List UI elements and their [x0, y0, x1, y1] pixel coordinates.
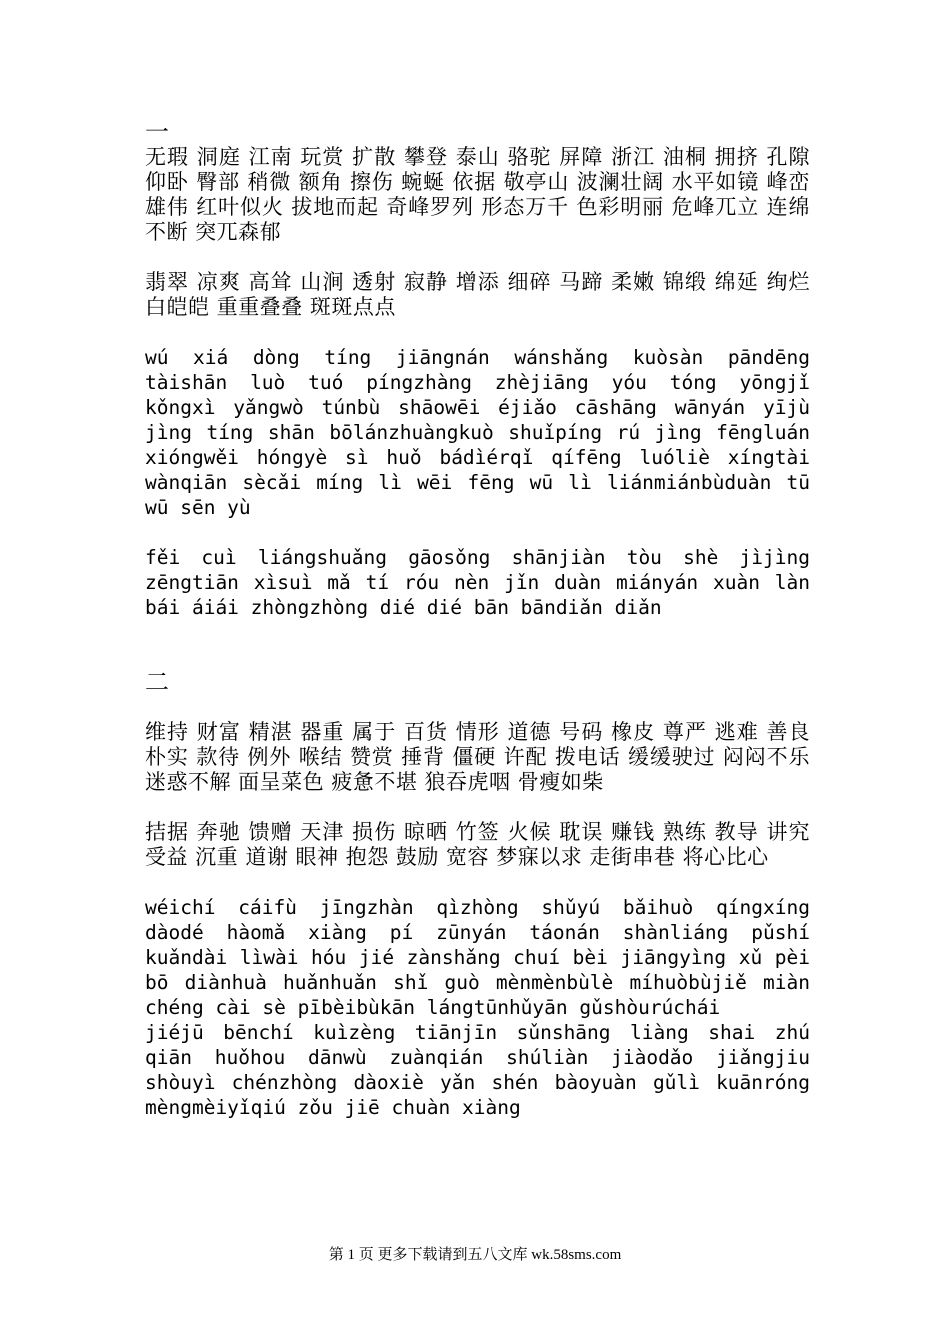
- section-1-word-list-2: 翡翠 凉爽 高耸 山涧 透射 寂静 增添 细碎 马蹄 柔嫩 锦缎 绵延 绚烂 白皑皑 重重叠叠 斑斑点点: [145, 270, 810, 319]
- section-2-pinyin-list: wéichí cáifù jīngzhàn qìzhòng shǔyú bǎihuò qíngxíng dàodé hàomǎ xiàng pí zūnyán táonán shànliáng pǔshí kuǎndài lìwài hóu jié zànshǎng chuí bèi jiāngyìng xǔ pèi bō diànhuà huǎnhuǎn shǐ guò mènmènbùlè míhuòbùjiě miàn chéng cài sè pībèibùkān lángtūnhǔyān gǔshòurúchái: [145, 896, 810, 1019]
- section-1-heading: 一: [145, 118, 169, 146]
- page-footer: 第 1 页 更多下载请到五八文库 wk.58sms.com: [328, 1247, 622, 1263]
- section-2-word-list: 维持 财富 精湛 器重 属于 百货 情形 道德 号码 橡皮 尊严 逃难 善良 朴实 款待 例外 喉结 赞赏 捶背 僵硬 许配 拨电话 缓缓驶过 闷闷不乐 迷惑不解 面呈菜色 疲惫不堪 狼吞虎咽 骨瘦如柴: [145, 720, 810, 794]
- section-2-word-list-2: 拮据 奔驰 馈赠 天津 损伤 晾晒 竹签 火候 耽误 赚钱 熟练 教导 讲究 受益 沉重 道谢 眼神 抱怨 鼓励 宽容 梦寐以求 走街串巷 将心比心: [145, 820, 810, 869]
- section-1-word-list: 无瑕 洞庭 江南 玩赏 扩散 攀登 泰山 骆驼 屏障 浙江 油桐 拥挤 孔隙 仰卧 臀部 稍微 额角 擦伤 蜿蜒 依据 敬亭山 波澜壮阔 水平如镜 峰峦雄伟 红叶似火 拔地而起 奇峰罗列 形态万千 色彩明丽 危峰兀立 连绵不断 突兀森郁: [145, 145, 810, 244]
- section-2-pinyin-list-2: jiéjū bēnchí kuìzèng tiānjīn sǔnshāng liàng shai zhú qiān huǒhou dānwù zuànqián shúliàn jiàodǎo jiǎngjiu shòuyì chénzhòng dàoxiè yǎn shén bàoyuàn gǔlì kuānróng mèngmèiyǐqiú zǒu jiē chuàn xiàng: [145, 1021, 810, 1119]
- section-1-pinyin-list-2: fěi cuì liángshuǎng gāosǒng shānjiàn tòu shè jìjìng zēngtiān xìsuì mǎ tí róu nèn jǐn duàn miányán xuàn làn bái áiái zhòngzhòng dié dié bān bāndiǎn diǎn: [145, 546, 810, 619]
- section-1-pinyin-list: wú xiá dòng tíng jiāngnán wánshǎng kuòsàn pāndēng tàishān luò tuó píngzhàng zhèjiāng yóu tóng yōngjǐ kǒngxì yǎngwò túnbù shāowēi éjiǎo cāshāng wānyán yījù jìng tíng shān bōlánzhuàngkuò shuǐpíng rú jìng fēngluán xióngwěi hóngyè sì huǒ bádìérqǐ qífēng luóliè xíngtài wànqiān sècǎi míng lì wēi fēng wū lì liánmiánbùduàn tū wū sēn yù: [145, 346, 810, 519]
- document-body: [145, 120, 810, 1120]
- section-2-heading: 二: [145, 668, 169, 696]
